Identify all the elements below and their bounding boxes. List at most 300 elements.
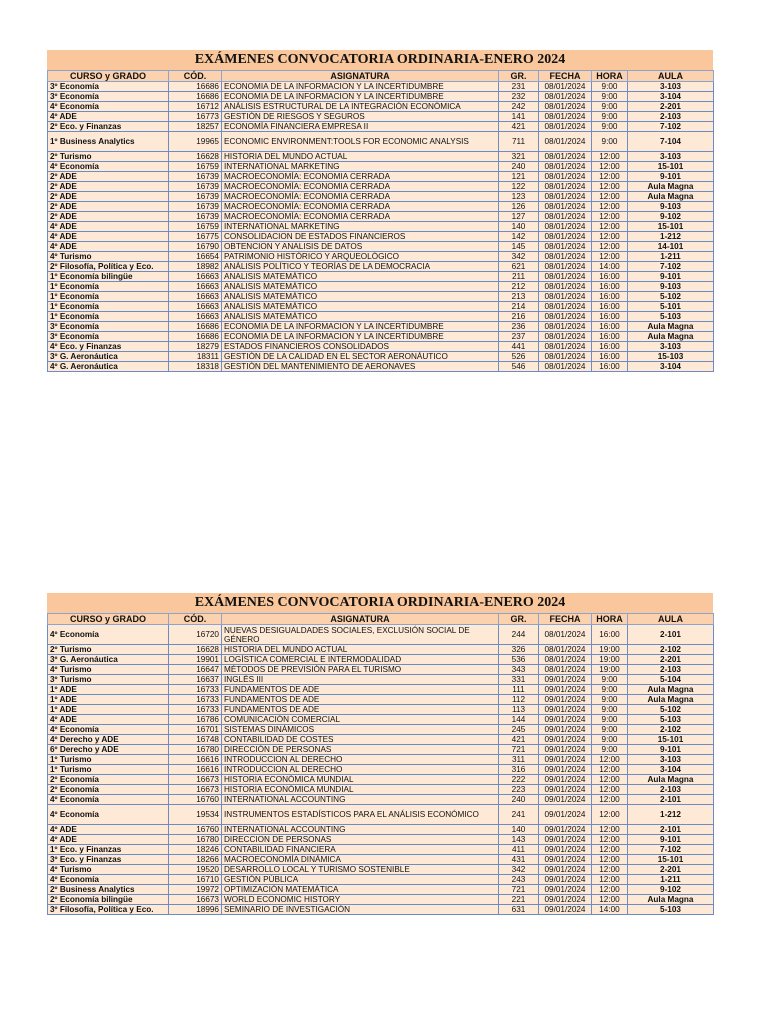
cell-gr: 123: [499, 192, 539, 202]
cell-fecha: 08/01/2024: [539, 625, 592, 645]
cell-fecha: 09/01/2024: [539, 885, 592, 895]
cell-hora: 9:00: [592, 695, 628, 705]
cell-curso: 4º Economía: [48, 805, 169, 825]
cell-fecha: 09/01/2024: [539, 825, 592, 835]
cell-hora: 16:00: [592, 312, 628, 322]
cell-fecha: 08/01/2024: [539, 282, 592, 292]
cell-aula: Aula Magna: [628, 322, 714, 332]
cell-curso: 1º Economía: [48, 302, 169, 312]
cell-cod: 16739: [169, 212, 222, 222]
cell-aula: 7-102: [628, 262, 714, 272]
cell-cod: 16786: [169, 715, 222, 725]
cell-curso: 1º Business Analytics: [48, 132, 169, 152]
cell-curso: 6º Derecho y ADE: [48, 745, 169, 755]
cell-fecha: 08/01/2024: [539, 272, 592, 282]
cell-fecha: 08/01/2024: [539, 152, 592, 162]
table-row: [48, 262, 714, 272]
sheet-title: EXÁMENES CONVOCATORIA ORDINARIA-ENERO 2024: [47, 50, 713, 70]
cell-aula: 2-101: [628, 795, 714, 805]
cell-fecha: 08/01/2024: [539, 172, 592, 182]
cell-aula: 3-104: [628, 362, 714, 372]
cell-hora: 14:00: [592, 262, 628, 272]
cell-hora: 12:00: [592, 875, 628, 885]
cell-curso: 2º Economía bilingüe: [48, 895, 169, 905]
table-row: [48, 82, 714, 92]
cell-fecha: 08/01/2024: [539, 242, 592, 252]
cell-fecha: 09/01/2024: [539, 765, 592, 775]
cell-asignatura: GESTIÓN DEL MANTENIMIENTO DE AERONAVES: [222, 362, 499, 372]
table-row: [48, 685, 714, 695]
cell-aula: Aula Magna: [628, 192, 714, 202]
cell-asignatura: MACROECONOMÍA: ECONOMIA CERRADA: [222, 212, 499, 222]
cell-fecha: 09/01/2024: [539, 785, 592, 795]
cell-hora: 19:00: [592, 645, 628, 655]
cell-hora: 12:00: [592, 222, 628, 232]
cell-fecha: 08/01/2024: [539, 212, 592, 222]
cell-hora: 16:00: [592, 625, 628, 645]
cell-curso: 4º Turismo: [48, 252, 169, 262]
cell-aula: 9-101: [628, 272, 714, 282]
cell-gr: 343: [499, 665, 539, 675]
cell-hora: 12:00: [592, 785, 628, 795]
cell-cod: 16790: [169, 242, 222, 252]
cell-curso: 4º ADE: [48, 715, 169, 725]
cell-asignatura: LOGÍSTICA COMERCIAL E INTERMODALIDAD: [222, 655, 499, 665]
cell-gr: 122: [499, 182, 539, 192]
cell-aula: 9-103: [628, 282, 714, 292]
table-body: [48, 82, 714, 372]
cell-fecha: 09/01/2024: [539, 695, 592, 705]
cell-aula: 2-103: [628, 112, 714, 122]
cell-curso: 2º Economía: [48, 775, 169, 785]
cell-cod: 16686: [169, 322, 222, 332]
cell-asignatura: ANALISIS MATEMÁTICO: [222, 292, 499, 302]
cell-curso: 3º Eco. y Finanzas: [48, 855, 169, 865]
cell-gr: 342: [499, 865, 539, 875]
cell-asignatura: GESTIÓN DE LA CALIDAD EN EL SECTOR AERONÁUTICO: [222, 352, 499, 362]
cell-gr: 111: [499, 685, 539, 695]
cell-cod: 16739: [169, 192, 222, 202]
table-row: [48, 695, 714, 705]
cell-aula: 3-104: [628, 765, 714, 775]
table-row: [48, 835, 714, 845]
cell-fecha: 08/01/2024: [539, 92, 592, 102]
cell-cod: 19965: [169, 132, 222, 152]
cell-hora: 9:00: [592, 745, 628, 755]
cell-aula: 1-211: [628, 252, 714, 262]
cell-cod: 16760: [169, 825, 222, 835]
cell-fecha: 08/01/2024: [539, 182, 592, 192]
cell-cod: 16773: [169, 112, 222, 122]
cell-cod: 16647: [169, 665, 222, 675]
cell-fecha: 09/01/2024: [539, 875, 592, 885]
cell-gr: 243: [499, 875, 539, 885]
cell-gr: 721: [499, 885, 539, 895]
cell-asignatura: INTRODUCCION AL DERECHO: [222, 765, 499, 775]
cell-gr: 536: [499, 655, 539, 665]
cell-gr: 721: [499, 745, 539, 755]
cell-hora: 12:00: [592, 775, 628, 785]
cell-aula: 15-101: [628, 222, 714, 232]
cell-hora: 12:00: [592, 795, 628, 805]
cell-asignatura: CONSOLIDACION DE ESTADOS FINANCIEROS: [222, 232, 499, 242]
table-row: [48, 785, 714, 795]
cell-aula: 1-211: [628, 875, 714, 885]
cell-fecha: 09/01/2024: [539, 745, 592, 755]
cell-aula: 7-104: [628, 132, 714, 152]
cell-gr: 141: [499, 112, 539, 122]
cell-asignatura: ECONOMIA DE LA INFORMACION Y LA INCERTIDUMBRE: [222, 82, 499, 92]
cell-gr: 411: [499, 845, 539, 855]
cell-asignatura: CONTABILIDAD DE COSTES: [222, 735, 499, 745]
cell-curso: 2º Eco. y Finanzas: [48, 122, 169, 132]
table-row: [48, 765, 714, 775]
table-row: [48, 895, 714, 905]
cell-fecha: 08/01/2024: [539, 665, 592, 675]
cell-asignatura: MACROECONOMÍA: ECONOMIA CERRADA: [222, 182, 499, 192]
cell-fecha: 09/01/2024: [539, 845, 592, 855]
cell-aula: 3-103: [628, 342, 714, 352]
table-row: [48, 242, 714, 252]
cell-gr: 126: [499, 202, 539, 212]
col-header-curso: CURSO y GRADO: [48, 614, 169, 625]
cell-curso: 1º ADE: [48, 685, 169, 695]
cell-cod: 16710: [169, 875, 222, 885]
cell-gr: 232: [499, 92, 539, 102]
cell-aula: 2-201: [628, 865, 714, 875]
cell-asignatura: ANALISIS MATEMÁTICO: [222, 272, 499, 282]
cell-curso: 3º Economía: [48, 92, 169, 102]
cell-gr: 342: [499, 252, 539, 262]
cell-aula: 5-103: [628, 905, 714, 915]
col-header-cod: CÓD.: [169, 71, 222, 82]
cell-asignatura: FUNDAMENTOS DE ADE: [222, 685, 499, 695]
cell-asignatura: ANALISIS MATEMÁTICO: [222, 312, 499, 322]
cell-curso: 2º Business Analytics: [48, 885, 169, 895]
cell-gr: 237: [499, 332, 539, 342]
cell-curso: 1º Economía: [48, 312, 169, 322]
cell-fecha: 08/01/2024: [539, 302, 592, 312]
cell-gr: 212: [499, 282, 539, 292]
cell-cod: 16663: [169, 272, 222, 282]
cell-curso: 2º ADE: [48, 202, 169, 212]
cell-curso: 4º ADE: [48, 232, 169, 242]
cell-hora: 9:00: [592, 132, 628, 152]
cell-hora: 19:00: [592, 665, 628, 675]
col-header-gr: GR.: [499, 614, 539, 625]
cell-asignatura: MACROECONOMÍA: ECONOMIA CERRADA: [222, 172, 499, 182]
cell-curso: 3º Economía: [48, 332, 169, 342]
table-row: [48, 92, 714, 102]
cell-asignatura: HISTORIA ECONÓMICA MUNDIAL: [222, 785, 499, 795]
cell-cod: 16739: [169, 172, 222, 182]
cell-curso: 2º Filosofía, Política y Eco.: [48, 262, 169, 272]
table-row: [48, 745, 714, 755]
cell-asignatura: SEMINARIO DE INVESTIGACIÓN: [222, 905, 499, 915]
cell-cod: 16712: [169, 102, 222, 112]
cell-hora: 14:00: [592, 905, 628, 915]
cell-cod: 16733: [169, 695, 222, 705]
cell-hora: 12:00: [592, 252, 628, 262]
cell-gr: 316: [499, 765, 539, 775]
cell-curso: 4º Eco. y Finanzas: [48, 342, 169, 352]
cell-fecha: 08/01/2024: [539, 192, 592, 202]
cell-gr: 121: [499, 172, 539, 182]
table-row: [48, 292, 714, 302]
table-row: [48, 705, 714, 715]
cell-asignatura: INTERNATIONAL ACCOUNTING: [222, 795, 499, 805]
table-row: [48, 192, 714, 202]
cell-gr: 112: [499, 695, 539, 705]
exam-sheet-1: [47, 50, 713, 372]
cell-hora: 12:00: [592, 202, 628, 212]
cell-asignatura: HISTORIA DEL MUNDO ACTUAL: [222, 152, 499, 162]
cell-cod: 16673: [169, 895, 222, 905]
table-row: [48, 122, 714, 132]
table-row: [48, 332, 714, 342]
table-row: [48, 715, 714, 725]
cell-gr: 431: [499, 855, 539, 865]
cell-gr: 311: [499, 755, 539, 765]
cell-gr: 240: [499, 795, 539, 805]
cell-aula: 2-101: [628, 625, 714, 645]
cell-gr: 241: [499, 805, 539, 825]
cell-cod: 18246: [169, 845, 222, 855]
cell-fecha: 08/01/2024: [539, 645, 592, 655]
cell-asignatura: ECONOMÍA FINANCIERA EMPRESA II: [222, 122, 499, 132]
cell-gr: 222: [499, 775, 539, 785]
table-row: [48, 312, 714, 322]
cell-gr: 321: [499, 152, 539, 162]
cell-curso: 4º ADE: [48, 112, 169, 122]
cell-gr: 211: [499, 272, 539, 282]
cell-aula: 5-102: [628, 292, 714, 302]
cell-aula: 14-101: [628, 242, 714, 252]
table-row: [48, 735, 714, 745]
cell-fecha: 08/01/2024: [539, 112, 592, 122]
table-row: [48, 272, 714, 282]
cell-hora: 12:00: [592, 805, 628, 825]
cell-cod: 16673: [169, 785, 222, 795]
cell-aula: 9-101: [628, 835, 714, 845]
cell-fecha: 09/01/2024: [539, 735, 592, 745]
cell-fecha: 09/01/2024: [539, 715, 592, 725]
cell-cod: 16748: [169, 735, 222, 745]
cell-hora: 12:00: [592, 242, 628, 252]
cell-fecha: 09/01/2024: [539, 725, 592, 735]
cell-aula: 9-101: [628, 172, 714, 182]
cell-asignatura: INTERNATIONAL MARKETING: [222, 222, 499, 232]
table-row: [48, 282, 714, 292]
cell-asignatura: INGLÉS III: [222, 675, 499, 685]
cell-cod: 19534: [169, 805, 222, 825]
cell-asignatura: ANÁLISIS ESTRUCTURAL DE LA INTEGRACIÓN ECONÓMICA: [222, 102, 499, 112]
cell-aula: 2-101: [628, 825, 714, 835]
cell-hora: 12:00: [592, 212, 628, 222]
cell-curso: 1º Economía bilingüe: [48, 272, 169, 282]
cell-asignatura: OBTENCION Y ANALISIS DE DATOS: [222, 242, 499, 252]
cell-asignatura: FUNDAMENTOS DE ADE: [222, 695, 499, 705]
cell-hora: 12:00: [592, 895, 628, 905]
cell-cod: 16628: [169, 152, 222, 162]
cell-gr: 631: [499, 905, 539, 915]
cell-hora: 9:00: [592, 92, 628, 102]
cell-cod: 16616: [169, 755, 222, 765]
cell-fecha: 09/01/2024: [539, 805, 592, 825]
cell-curso: 2º Turismo: [48, 152, 169, 162]
cell-curso: 4º ADE: [48, 835, 169, 845]
cell-hora: 12:00: [592, 152, 628, 162]
cell-gr: 144: [499, 715, 539, 725]
cell-aula: 9-102: [628, 212, 714, 222]
cell-gr: 213: [499, 292, 539, 302]
cell-cod: 16654: [169, 252, 222, 262]
cell-aula: 3-103: [628, 152, 714, 162]
header-row: [48, 71, 714, 82]
cell-asignatura: COMUNICACIÓN COMERCIAL: [222, 715, 499, 725]
cell-fecha: 08/01/2024: [539, 232, 592, 242]
cell-asignatura: GESTIÓN DE RIESGOS Y SEGUROS: [222, 112, 499, 122]
col-header-cod: CÓD.: [169, 614, 222, 625]
cell-curso: 4º ADE: [48, 825, 169, 835]
table-row: [48, 725, 714, 735]
cell-fecha: 08/01/2024: [539, 332, 592, 342]
cell-hora: 12:00: [592, 172, 628, 182]
cell-aula: 2-102: [628, 725, 714, 735]
cell-gr: 231: [499, 82, 539, 92]
cell-hora: 16:00: [592, 282, 628, 292]
cell-fecha: 08/01/2024: [539, 352, 592, 362]
cell-fecha: 08/01/2024: [539, 102, 592, 112]
cell-cod: 18266: [169, 855, 222, 865]
cell-aula: 7-102: [628, 845, 714, 855]
cell-hora: 12:00: [592, 885, 628, 895]
cell-hora: 16:00: [592, 322, 628, 332]
table-row: [48, 795, 714, 805]
cell-fecha: 08/01/2024: [539, 122, 592, 132]
col-header-aula: AULA: [628, 71, 714, 82]
cell-cod: 16686: [169, 92, 222, 102]
table-row: [48, 362, 714, 372]
cell-cod: 16701: [169, 725, 222, 735]
cell-gr: 214: [499, 302, 539, 312]
cell-hora: 9:00: [592, 122, 628, 132]
cell-gr: 142: [499, 232, 539, 242]
cell-asignatura: MACROECONOMÍA: ECONOMIA CERRADA: [222, 202, 499, 212]
cell-asignatura: MACROECONOMÍA DINÁMICA: [222, 855, 499, 865]
cell-curso: 4º Economía: [48, 795, 169, 805]
cell-curso: 4º Turismo: [48, 665, 169, 675]
cell-aula: 2-103: [628, 785, 714, 795]
cell-curso: 1º Turismo: [48, 755, 169, 765]
cell-aula: 9-103: [628, 202, 714, 212]
cell-hora: 12:00: [592, 192, 628, 202]
cell-gr: 240: [499, 162, 539, 172]
cell-curso: 1º Economía: [48, 292, 169, 302]
cell-cod: 18982: [169, 262, 222, 272]
col-header-asignatura: ASIGNATURA: [222, 71, 499, 82]
cell-cod: 16616: [169, 765, 222, 775]
cell-asignatura: INTERNATIONAL ACCOUNTING: [222, 825, 499, 835]
cell-cod: 16739: [169, 182, 222, 192]
cell-hora: 9:00: [592, 705, 628, 715]
table-row: [48, 302, 714, 312]
table-row: [48, 875, 714, 885]
cell-curso: 2º Turismo: [48, 645, 169, 655]
cell-asignatura: FUNDAMENTOS DE ADE: [222, 705, 499, 715]
cell-aula: 2-103: [628, 665, 714, 675]
cell-cod: 19972: [169, 885, 222, 895]
cell-fecha: 09/01/2024: [539, 895, 592, 905]
cell-hora: 19:00: [592, 655, 628, 665]
cell-asignatura: WORLD ECONOMIC HISTORY: [222, 895, 499, 905]
cell-cod: 16733: [169, 685, 222, 695]
cell-curso: 3º G. Aeronáutica: [48, 352, 169, 362]
cell-asignatura: DESARROLLO LOCAL Y TURISMO SOSTENIBLE: [222, 865, 499, 875]
cell-asignatura: ECONOMIA DE LA INFORMACION Y LA INCERTIDUMBRE: [222, 332, 499, 342]
cell-aula: Aula Magna: [628, 895, 714, 905]
cell-gr: 113: [499, 705, 539, 715]
cell-aula: 5-102: [628, 705, 714, 715]
cell-gr: 421: [499, 122, 539, 132]
table-row: [48, 865, 714, 875]
cell-fecha: 08/01/2024: [539, 312, 592, 322]
cell-cod: 16775: [169, 232, 222, 242]
col-header-asignatura: ASIGNATURA: [222, 614, 499, 625]
cell-fecha: 08/01/2024: [539, 655, 592, 665]
cell-fecha: 08/01/2024: [539, 132, 592, 152]
cell-curso: 3º Filosofía, Política y Eco.: [48, 905, 169, 915]
table-row: [48, 625, 714, 645]
cell-cod: 16733: [169, 705, 222, 715]
cell-curso: 1º Turismo: [48, 765, 169, 775]
cell-gr: 145: [499, 242, 539, 252]
cell-aula: 5-101: [628, 302, 714, 312]
cell-curso: 1º ADE: [48, 705, 169, 715]
table-row: [48, 352, 714, 362]
cell-hora: 16:00: [592, 352, 628, 362]
cell-aula: 7-102: [628, 122, 714, 132]
cell-curso: 3º Turismo: [48, 675, 169, 685]
cell-cod: 18996: [169, 905, 222, 915]
cell-curso: 1º ADE: [48, 695, 169, 705]
cell-gr: 441: [499, 342, 539, 352]
cell-asignatura: OPTIMIZACIÓN MATEMÁTICA: [222, 885, 499, 895]
cell-gr: 223: [499, 785, 539, 795]
cell-gr: 326: [499, 645, 539, 655]
cell-cod: 16780: [169, 835, 222, 845]
table-row: [48, 322, 714, 332]
cell-gr: 140: [499, 222, 539, 232]
cell-aula: Aula Magna: [628, 685, 714, 695]
cell-aula: 3-104: [628, 92, 714, 102]
col-header-curso: CURSO y GRADO: [48, 71, 169, 82]
cell-curso: 3º Economía: [48, 82, 169, 92]
cell-aula: 9-102: [628, 885, 714, 895]
cell-cod: 16780: [169, 745, 222, 755]
cell-cod: 16760: [169, 795, 222, 805]
cell-fecha: 08/01/2024: [539, 252, 592, 262]
cell-asignatura: GESTIÓN PÚBLICA: [222, 875, 499, 885]
cell-hora: 9:00: [592, 685, 628, 695]
cell-curso: 2º Economía: [48, 785, 169, 795]
cell-cod: 16686: [169, 332, 222, 342]
table-row: [48, 132, 714, 152]
cell-cod: 16673: [169, 775, 222, 785]
cell-curso: 4º Economía: [48, 875, 169, 885]
table-row: [48, 202, 714, 212]
cell-cod: 16663: [169, 282, 222, 292]
